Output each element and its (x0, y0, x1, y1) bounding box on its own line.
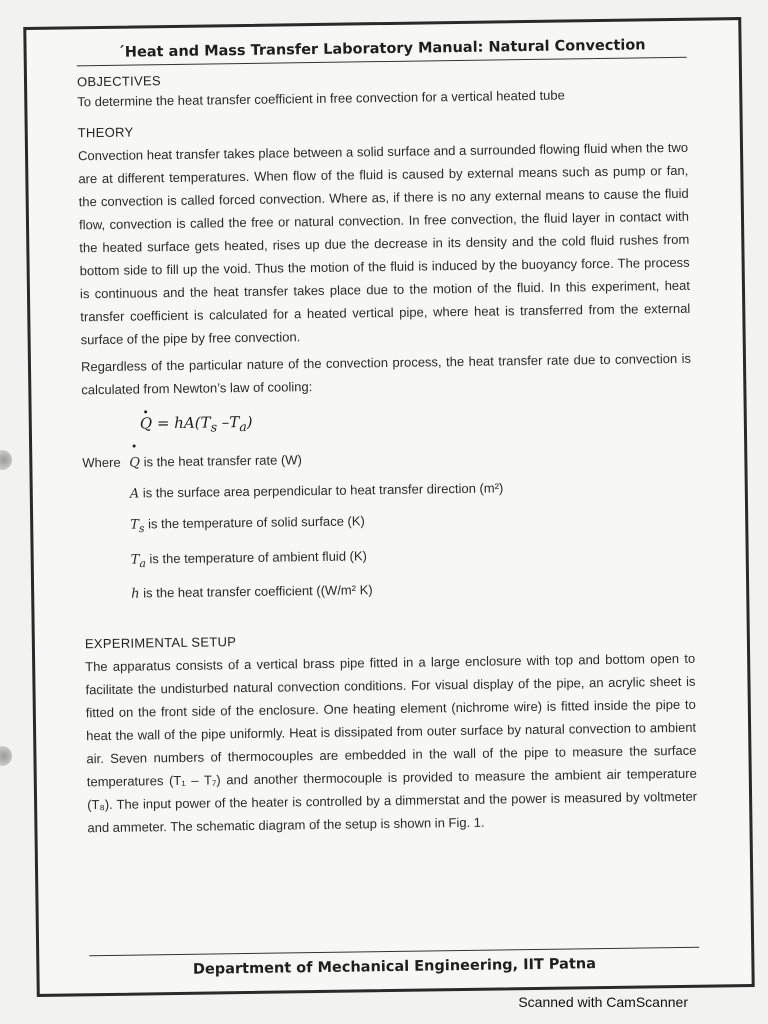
symbol-definitions (82, 440, 694, 611)
equation-sub-a: a (239, 418, 247, 435)
theory-heading: THEORY (77, 124, 134, 141)
newton-cooling-equation (140, 407, 692, 436)
punch-hole-bottom (0, 746, 12, 766)
page-footer: Department of Mechanical Engineering, IIT Patna (192, 956, 597, 978)
definition-subscript: s (138, 522, 145, 536)
scanner-watermark: Scanned with CamScanner (518, 994, 688, 1010)
theory-paragraph-1: Convection heat transfer takes place between a solid surface and a surrounded flowing fluid when the two are at different temperatures. When flow of the fluid is caused by external means such as pump or fan, the convection is called forced convection. Where as, if there is no any external means to cause the fluid flow, convection is called the free or natural convection. In free convection, the fluid layer in contact with the heated surface gets heated, rises up due the decrease in its density and the cold fluid rushes from bottom side to fill up the void. Thus the motion of the fluid is induced by the buoyancy force. The process is continuous and the heat transfer takes place due to the motion of the fluid. In this experiment, heat transfer coefficient is calculated for a heated vertical pipe, where heat is transferred from the external surface of the pipe by free convection. (77, 139, 691, 348)
punch-hole-top (0, 450, 12, 470)
experimental-setup-text: The apparatus consists of a vertical brass pipe fitted in a large enclosure with top and bottom open to facilitate the undisturbed natural convection conditions. For visual display of the pipe, an acrylic sheet is fitted on the front side of the enclosure. One heating element (nichrome wire) is fitted inside the pipe to heat the wall of the pipe uniformly. Heat is dissipated from outer surface by natural convection to ambient air. Seven numbers of thermocouples are embedded in the wall of the pipe to measure the surface temperatures (T₁ – T₇) and another thermocouple is provided to measure the ambient air temperature (T₈). The input power of the heater is controlled by a dimmerstat and the power is measured by voltmeter and ammeter. The schematic diagram of the setup is shown in Fig. 1. (85, 650, 698, 836)
definition-symbol: T (130, 552, 140, 568)
page-header-title: ´Heat and Mass Transfer Laboratory Manual: Natural Convection (77, 37, 687, 67)
equation-end: ) (246, 412, 253, 431)
objectives-text: To determine the heat transfer coefficient in free convection for a vertical heated tube (77, 87, 565, 110)
equation-rhs: = hA(T (151, 413, 211, 433)
equation-mid: –T (216, 413, 240, 432)
definition-text: is the temperature of solid surface (K) (144, 513, 365, 532)
definition-text: is the heat transfer rate (W) (139, 452, 302, 470)
definition-text: is the surface area perpendicular to heat transfer direction (m²) (139, 480, 504, 501)
definition-text: is the temperature of ambient fluid (K) (145, 547, 368, 566)
definition-text: is the heat transfer coefficient ((W/m² K) (139, 582, 373, 601)
page-content (76, 21, 697, 840)
equation-sub-s: s (210, 419, 218, 435)
equation-lhs: Q (139, 414, 153, 433)
experimental-setup-heading: EXPERIMENTAL SETUP (84, 634, 237, 652)
definition-subscript: a (139, 556, 146, 570)
definition-symbol: A (129, 486, 140, 502)
definition-symbol: Q (129, 448, 140, 478)
theory-paragraph-2: Regardless of the particular nature of the convection process, the heat transfer rate due to convection is calculated from Newton’s law of cooling: (80, 350, 692, 398)
definition-symbol: T (130, 517, 140, 533)
where-label: Where (82, 454, 121, 471)
manual-page (23, 17, 754, 997)
footer-divider (89, 947, 699, 957)
definition-symbol: h (131, 586, 140, 602)
objectives-heading: OBJECTIVES (76, 73, 162, 90)
